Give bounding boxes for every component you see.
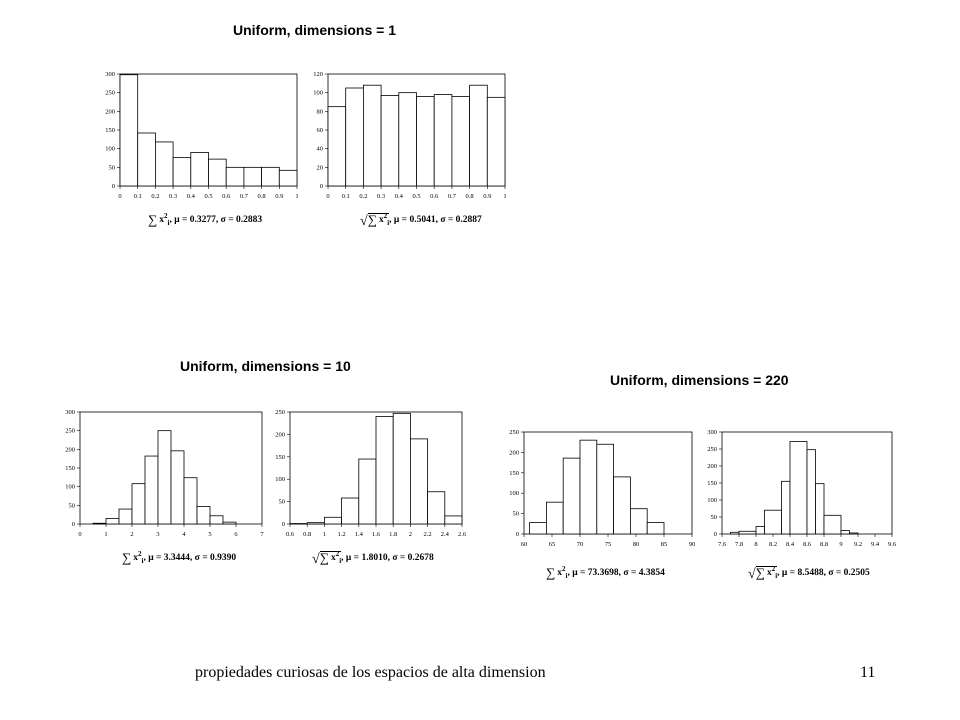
histogram-bar — [359, 459, 376, 524]
histogram-bar — [244, 167, 262, 186]
y-tick-label: 150 — [275, 453, 285, 461]
x-tick-label: 6 — [234, 531, 238, 538]
x-tick-label: 1 — [503, 193, 507, 200]
histogram-dim220-sum — [504, 426, 700, 556]
y-tick-label: 250 — [707, 446, 717, 453]
histogram-bar — [173, 158, 191, 186]
histogram-bar — [346, 88, 364, 186]
sqrt-symbol: √ — [748, 567, 756, 583]
sqrt-symbol: √ — [312, 552, 320, 568]
caption-dim1-sum: ∑ $x^2_i$, μ = 0.3277, σ = 0.2883 — [148, 212, 263, 228]
x-tick-label: 2.4 — [440, 531, 449, 538]
x-tick-label: 0 — [118, 193, 122, 200]
y-tick-label: 100 — [105, 145, 115, 153]
histogram-bar — [307, 523, 324, 524]
x-tick-label: 0.8 — [303, 531, 312, 538]
y-tick-label: 0 — [111, 183, 115, 190]
y-tick-label: 100 — [275, 476, 285, 484]
histogram-bar — [145, 456, 158, 524]
histogram-bar — [731, 532, 740, 534]
histogram-bar — [756, 527, 765, 534]
x-tick-label: 0.2 — [359, 193, 368, 200]
y-tick-label: 50 — [710, 514, 717, 521]
histogram-bar — [597, 444, 614, 534]
x-tick-label: 0.5 — [204, 193, 213, 200]
x-tick-label: 0.3 — [377, 193, 386, 200]
sigma-symbol: ∑ — [122, 550, 132, 566]
caption-expr: x — [330, 553, 336, 564]
x-tick-label: 8.4 — [785, 541, 795, 548]
histogram-bar — [399, 93, 417, 186]
sigma-symbol: ∑ — [148, 212, 158, 228]
histogram-dim10-sum — [60, 406, 270, 546]
x-tick-label: 0 — [326, 193, 330, 200]
y-tick-label: 150 — [105, 127, 115, 134]
y-tick-label: 250 — [275, 409, 285, 416]
x-tick-label: 2 — [408, 531, 413, 538]
histogram-dim220-sqrt — [702, 426, 900, 556]
y-tick-label: 0 — [515, 531, 519, 538]
histogram-bar — [119, 509, 132, 524]
x-tick-label: 7 — [260, 531, 264, 538]
caption-expr: x — [378, 215, 384, 226]
histogram-bar — [824, 515, 841, 534]
histogram-dim1-sqrt — [308, 68, 513, 208]
histogram-bar — [841, 531, 850, 534]
sigma-symbol: ∑ — [367, 212, 377, 228]
x-tick-label: 5 — [208, 531, 212, 538]
x-tick-label: 0.6 — [222, 193, 231, 200]
y-tick-label: 0 — [281, 521, 285, 528]
y-tick-label: 300 — [65, 409, 75, 416]
histogram-bar — [132, 484, 145, 524]
caption-dim220-sqrt: √∑ $x^2_i$, μ = 8.5488, σ = 0.2505 — [748, 565, 870, 583]
x-tick-label: 9.4 — [870, 541, 880, 548]
histogram-bar — [470, 85, 488, 186]
histogram-bar — [530, 523, 547, 534]
y-tick-label: 300 — [105, 71, 115, 78]
y-tick-label: 300 — [707, 429, 717, 436]
histogram-bar — [434, 95, 452, 186]
histogram-bar — [210, 516, 223, 524]
y-tick-label: 50 — [278, 498, 285, 506]
y-tick-label: 50 — [68, 502, 75, 510]
x-tick-label: 1.8 — [389, 531, 398, 538]
y-tick-label: 200 — [509, 449, 519, 457]
histogram-bar — [184, 478, 197, 524]
x-tick-label: 0.8 — [257, 193, 266, 200]
caption-dim10-sum: ∑ $x^2_i$, μ = 3.3444, σ = 0.9390 — [122, 550, 237, 566]
x-tick-label: 4 — [182, 531, 186, 538]
histogram-bar — [138, 133, 156, 186]
y-tick-label: 200 — [275, 431, 285, 439]
sigma-symbol: ∑ — [546, 565, 556, 581]
y-tick-label: 120 — [313, 71, 323, 78]
x-tick-label: 0.7 — [239, 193, 248, 200]
y-tick-label: 100 — [707, 497, 717, 504]
y-tick-label: 150 — [65, 465, 75, 472]
histogram-bar — [155, 142, 173, 186]
group-title-dim1: Uniform, dimensions = 1 — [233, 22, 396, 38]
x-tick-label: 0.4 — [186, 193, 195, 200]
histogram-bar — [417, 96, 435, 186]
histogram-bar — [647, 523, 664, 534]
x-tick-label: 0.9 — [275, 193, 284, 200]
caption-dim220-sum: ∑ $x^2_i$, μ = 73.3698, σ = 4.3854 — [546, 565, 665, 581]
histogram-bar — [226, 167, 244, 186]
x-tick-label: 0.4 — [394, 193, 403, 200]
histogram-bar — [765, 510, 782, 534]
histogram-dim10-sqrt — [270, 406, 470, 546]
histogram-bar — [782, 481, 791, 534]
caption-stats: , μ = 3.3444, σ = 0.9390 — [143, 553, 237, 564]
y-tick-label: 80 — [316, 108, 323, 116]
x-tick-label: 2.6 — [457, 531, 467, 538]
y-tick-label: 60 — [316, 127, 323, 134]
y-tick-label: 20 — [316, 164, 323, 172]
histogram-bar — [279, 170, 297, 186]
y-tick-label: 200 — [707, 463, 717, 470]
x-tick-label: 2.2 — [423, 531, 432, 538]
x-tick-label: 1 — [104, 531, 108, 538]
y-tick-label: 50 — [512, 510, 519, 518]
y-tick-label: 150 — [509, 469, 519, 477]
x-tick-label: 9 — [839, 541, 843, 548]
histogram-dim1-sum — [100, 68, 305, 208]
histogram-bar — [262, 167, 280, 186]
histogram-bar — [197, 506, 210, 524]
histogram-bar — [223, 522, 236, 524]
histogram-bar — [209, 159, 227, 186]
y-tick-label: 250 — [105, 89, 115, 97]
x-tick-label: 90 — [688, 541, 696, 548]
histogram-bar — [381, 95, 399, 186]
x-tick-label: 0.1 — [133, 193, 142, 200]
group-title-dim220: Uniform, dimensions = 220 — [610, 372, 789, 388]
y-tick-label: 100 — [65, 483, 75, 491]
histogram-bar — [614, 477, 631, 534]
x-tick-label: 7.6 — [717, 541, 727, 548]
histogram-bar — [850, 533, 859, 534]
y-tick-label: 0 — [713, 531, 717, 538]
x-tick-label: 85 — [660, 541, 668, 548]
x-tick-label: 3 — [156, 531, 160, 538]
caption-expr: x — [766, 568, 772, 579]
histogram-bar — [630, 509, 647, 534]
histogram-bar — [106, 518, 119, 524]
x-tick-label: 9.6 — [887, 541, 897, 548]
sigma-symbol: ∑ — [755, 565, 765, 581]
histogram-bar — [120, 75, 138, 186]
caption-stats: , μ = 73.3698, σ = 4.3854 — [567, 568, 665, 579]
x-tick-label: 0 — [78, 531, 82, 538]
y-tick-label: 200 — [65, 446, 75, 454]
x-tick-label: 0.6 — [430, 193, 439, 200]
x-tick-label: 9.2 — [853, 541, 863, 548]
x-tick-label: 8.6 — [802, 541, 812, 548]
x-tick-label: 75 — [604, 541, 612, 548]
histogram-bar — [93, 523, 106, 524]
histogram-bar — [393, 413, 410, 524]
histogram-bar — [342, 498, 359, 524]
caption-stats: , μ = 0.3277, σ = 0.2883 — [169, 215, 263, 226]
x-tick-label: 2 — [130, 531, 134, 538]
x-tick-label: 7.8 — [734, 541, 744, 548]
x-tick-label: 60 — [520, 541, 528, 548]
x-tick-label: 0.9 — [483, 193, 492, 200]
slide-page-number: 11 — [860, 664, 876, 681]
histogram-bar — [790, 442, 807, 534]
histogram-bar — [487, 97, 505, 186]
caption-dim1-sqrt: √∑ $x^2_i$, μ = 0.5041, σ = 0.2887 — [360, 212, 482, 230]
sigma-symbol: ∑ — [319, 550, 329, 566]
x-tick-label: 0.8 — [465, 193, 474, 200]
y-tick-label: 200 — [105, 108, 115, 116]
histogram-bar — [428, 492, 445, 524]
histogram-bar — [580, 440, 597, 534]
y-tick-label: 0 — [319, 183, 323, 190]
x-tick-label: 0.6 — [285, 531, 295, 538]
y-tick-label: 100 — [509, 490, 519, 498]
y-tick-label: 40 — [316, 145, 323, 153]
group-title-dim10: Uniform, dimensions = 10 — [180, 358, 351, 374]
caption-stats: , μ = 1.8010, σ = 0.2678 — [341, 553, 434, 564]
histogram-bar — [807, 450, 816, 534]
histogram-bar — [171, 451, 184, 524]
histogram-bar — [546, 502, 563, 534]
x-tick-label: 65 — [548, 541, 556, 548]
caption-expr: x — [133, 553, 139, 564]
histogram-bar — [158, 431, 171, 524]
y-tick-label: 150 — [707, 480, 717, 487]
histogram-bar — [191, 152, 209, 186]
x-tick-label: 1 — [322, 531, 327, 538]
caption-expr: x — [557, 568, 563, 579]
histogram-bar — [324, 517, 341, 524]
histogram-bar — [563, 458, 580, 534]
caption-stats: , μ = 8.5488, σ = 0.2505 — [777, 568, 870, 579]
x-tick-label: 1.6 — [371, 531, 381, 538]
x-tick-label: 0.2 — [151, 193, 160, 200]
caption-dim10-sqrt: √∑ $x^2_i$, μ = 1.8010, σ = 0.2678 — [312, 550, 434, 568]
x-tick-label: 70 — [576, 541, 584, 548]
y-tick-label: 250 — [65, 427, 75, 435]
histogram-bar — [452, 96, 470, 186]
x-tick-label: 0.5 — [412, 193, 421, 200]
y-tick-label: 250 — [509, 429, 519, 436]
x-tick-label: 80 — [632, 541, 640, 548]
x-tick-label: 0.3 — [169, 193, 178, 200]
histogram-bar — [410, 439, 427, 524]
x-tick-label: 1.4 — [354, 531, 363, 538]
histogram-bar — [739, 531, 756, 534]
y-tick-label: 100 — [313, 89, 323, 97]
x-tick-label: 8.2 — [768, 541, 778, 548]
x-tick-label: 1 — [295, 193, 299, 200]
caption-stats: , μ = 0.5041, σ = 0.2887 — [389, 215, 482, 226]
caption-expr: x — [159, 215, 165, 226]
histogram-bar — [328, 107, 346, 186]
histogram-bar — [376, 416, 393, 524]
histogram-bar — [363, 85, 381, 186]
x-tick-label: 8.8 — [819, 541, 829, 548]
sqrt-symbol: √ — [360, 214, 368, 230]
histogram-bar — [445, 516, 462, 524]
x-tick-label: 0.1 — [341, 193, 350, 200]
y-tick-label: 0 — [71, 521, 75, 528]
x-tick-label: 8 — [754, 541, 758, 548]
y-tick-label: 50 — [108, 164, 115, 172]
histogram-bar — [816, 484, 825, 534]
x-tick-label: 0.7 — [447, 193, 456, 200]
slide-footer-title: propiedades curiosas de los espacios de alta dimension — [195, 664, 546, 681]
x-tick-label: 1.2 — [337, 531, 346, 538]
